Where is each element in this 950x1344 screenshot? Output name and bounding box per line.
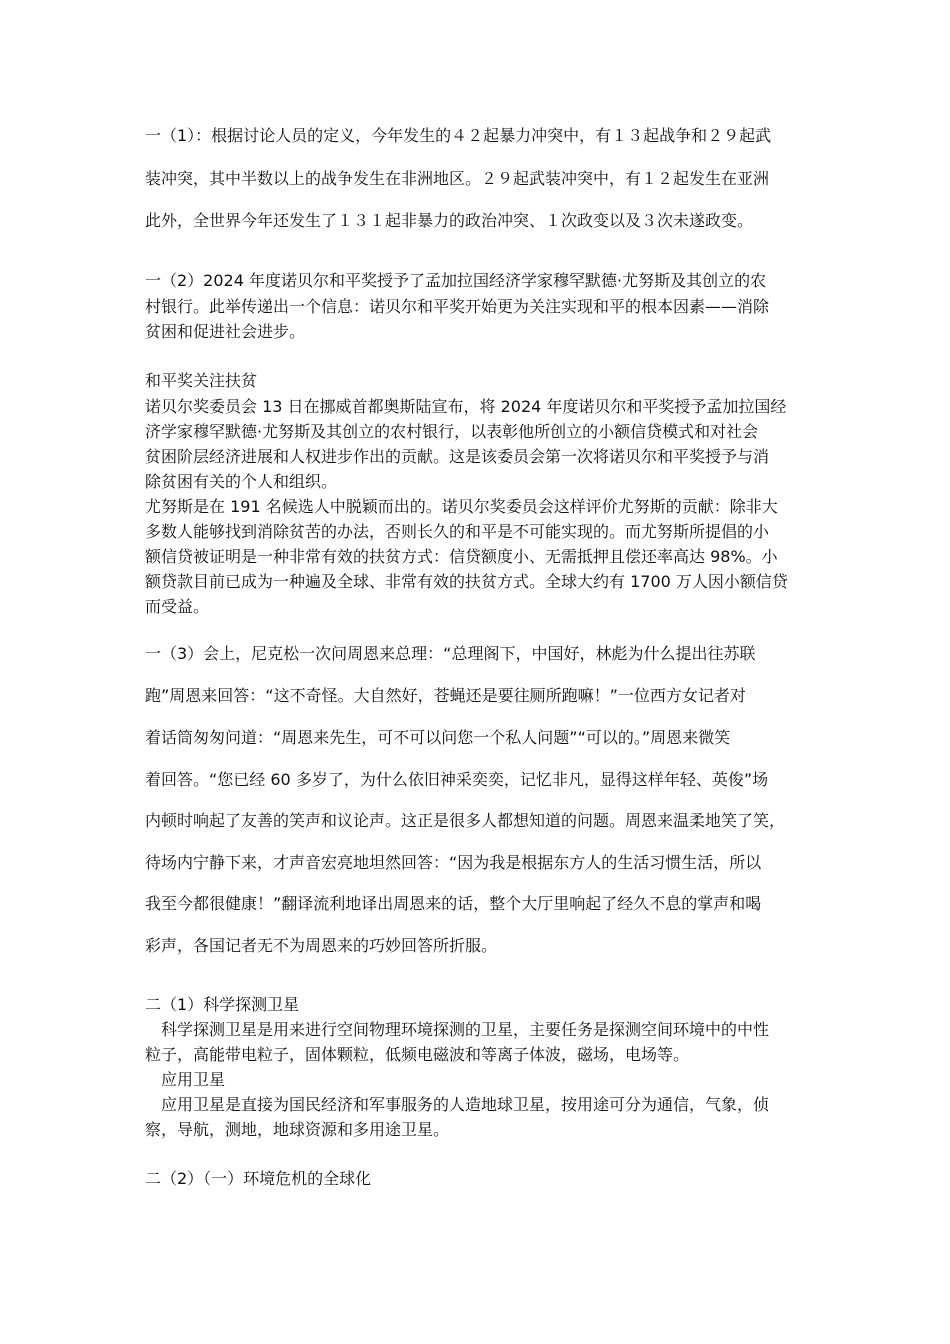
text-line: 多数人能够找到消除贫苦的办法，否则长久的和平是不可能实现的。而尤努斯所提倡的小 xyxy=(145,522,770,541)
text-line: 一（3）会上，尼克松一次问周恩来总理：“总理阁下，中国好，林彪为什么提出往苏联 xyxy=(145,644,756,663)
text-line: 济学家穆罕默德·尤努斯及其创立的农村银行，以表彰他所创立的小额信贷模式和对社会 xyxy=(145,422,759,441)
text-line: 贫困阶层经济进展和人权进步作出的贡献。这是该委员会第一次将诺贝尔和平奖授予与消 xyxy=(145,447,770,466)
text-line: 跑”周恩来回答：“这不奇怪。大自然好，苍蝇还是要往厕所跑嘛！”一位西方女记者对 xyxy=(145,686,746,705)
text-line: 尤努斯是在 191 名候选人中脱颖而出的。诺贝尔奖委员会这样评价尤努斯的贡献：除非大 xyxy=(145,497,778,516)
text-line: 粒子，高能带电粒子，固体颗粒，低频电磁波和等离子体波，磁场，电场等。 xyxy=(145,1045,690,1064)
text-line: 待场内宁静下来，才声音宏亮地坦然回答：“因为我是根据东方人的生活习惯生活，所以 xyxy=(145,853,762,872)
text-line: 除贫困有关的个人和组织。 xyxy=(145,472,338,491)
section-heading: 二（1）科学探测卫星 xyxy=(145,995,300,1014)
text-line: 科学探测卫星是用来进行空间物理环境探测的卫星，主要任务是探测空间环境中的中性 xyxy=(161,1020,770,1039)
text-line: 着话筒匆匆问道：“周恩来先生，可不可以问您一个私人问题”“可以的。”周恩来微笑 xyxy=(145,728,731,747)
text-line: 察，导航，测地，地球资源和多用途卫星。 xyxy=(145,1120,450,1139)
text-line: 一（2）2024 年度诺贝尔和平奖授予了孟加拉国经济学家穆罕默德·尤努斯及其创立的农 xyxy=(145,271,767,290)
text-line: 装冲突，其中半数以上的战争发生在非洲地区。２９起武装冲突中，有１２起发生在亚洲 xyxy=(145,169,770,188)
text-line: 着回答。“您已经 60 多岁了，为什么依旧神采奕奕，记忆非凡，显得这样年轻、英俊”场 xyxy=(145,770,769,789)
text-line: 我至今都很健康！”翻译流利地译出周恩来的话，整个大厅里响起了经久不息的掌声和喝 xyxy=(145,894,762,913)
text-line: 应用卫星是直接为国民经济和军事服务的人造地球卫星，按用途可分为通信，气象，侦 xyxy=(161,1095,770,1114)
text-line: 诺贝尔奖委员会 13 日在挪威首都奥斯陆宣布，将 2024 年度诺贝尔和平奖授予孟加拉国经 xyxy=(145,397,787,416)
section-heading: 应用卫星 xyxy=(161,1070,226,1089)
text-line: 内顿时响起了友善的笑声和议论声。这正是很多人都想知道的问题。周恩来温柔地笑了笑， xyxy=(145,811,786,830)
text-line: 村银行。此举传递出一个信息：诺贝尔和平奖开始更为关注实现和平的根本因素——消除 xyxy=(145,297,770,316)
section-heading: 和平奖关注扶贫 xyxy=(145,371,258,390)
text-line: 而受益。 xyxy=(145,597,210,616)
text-line: 额贷款目前已成为一种遍及全球、非常有效的扶贫方式。全球大约有 1700 万人因小额信贷 xyxy=(145,572,788,591)
text-line: 贫困和促进社会进步。 xyxy=(145,322,306,341)
text-line: 此外，全世界今年还发生了１３１起非暴力的政治冲突、１次政变以及３次未遂政变。 xyxy=(145,211,754,230)
text-line: 彩声，各国记者无不为周恩来的巧妙回答所折服。 xyxy=(145,936,498,955)
text-line: 一（1）：根据讨论人员的定义，今年发生的４２起暴力冲突中，有１３起战争和２９起武 xyxy=(145,126,772,145)
text-line: 额信贷被证明是一种非常有效的扶贫方式：信贷额度小、无需抵押且偿还率高达 98%。小 xyxy=(145,547,778,566)
section-heading: 二（2）（一）环境危机的全球化 xyxy=(145,1169,372,1188)
